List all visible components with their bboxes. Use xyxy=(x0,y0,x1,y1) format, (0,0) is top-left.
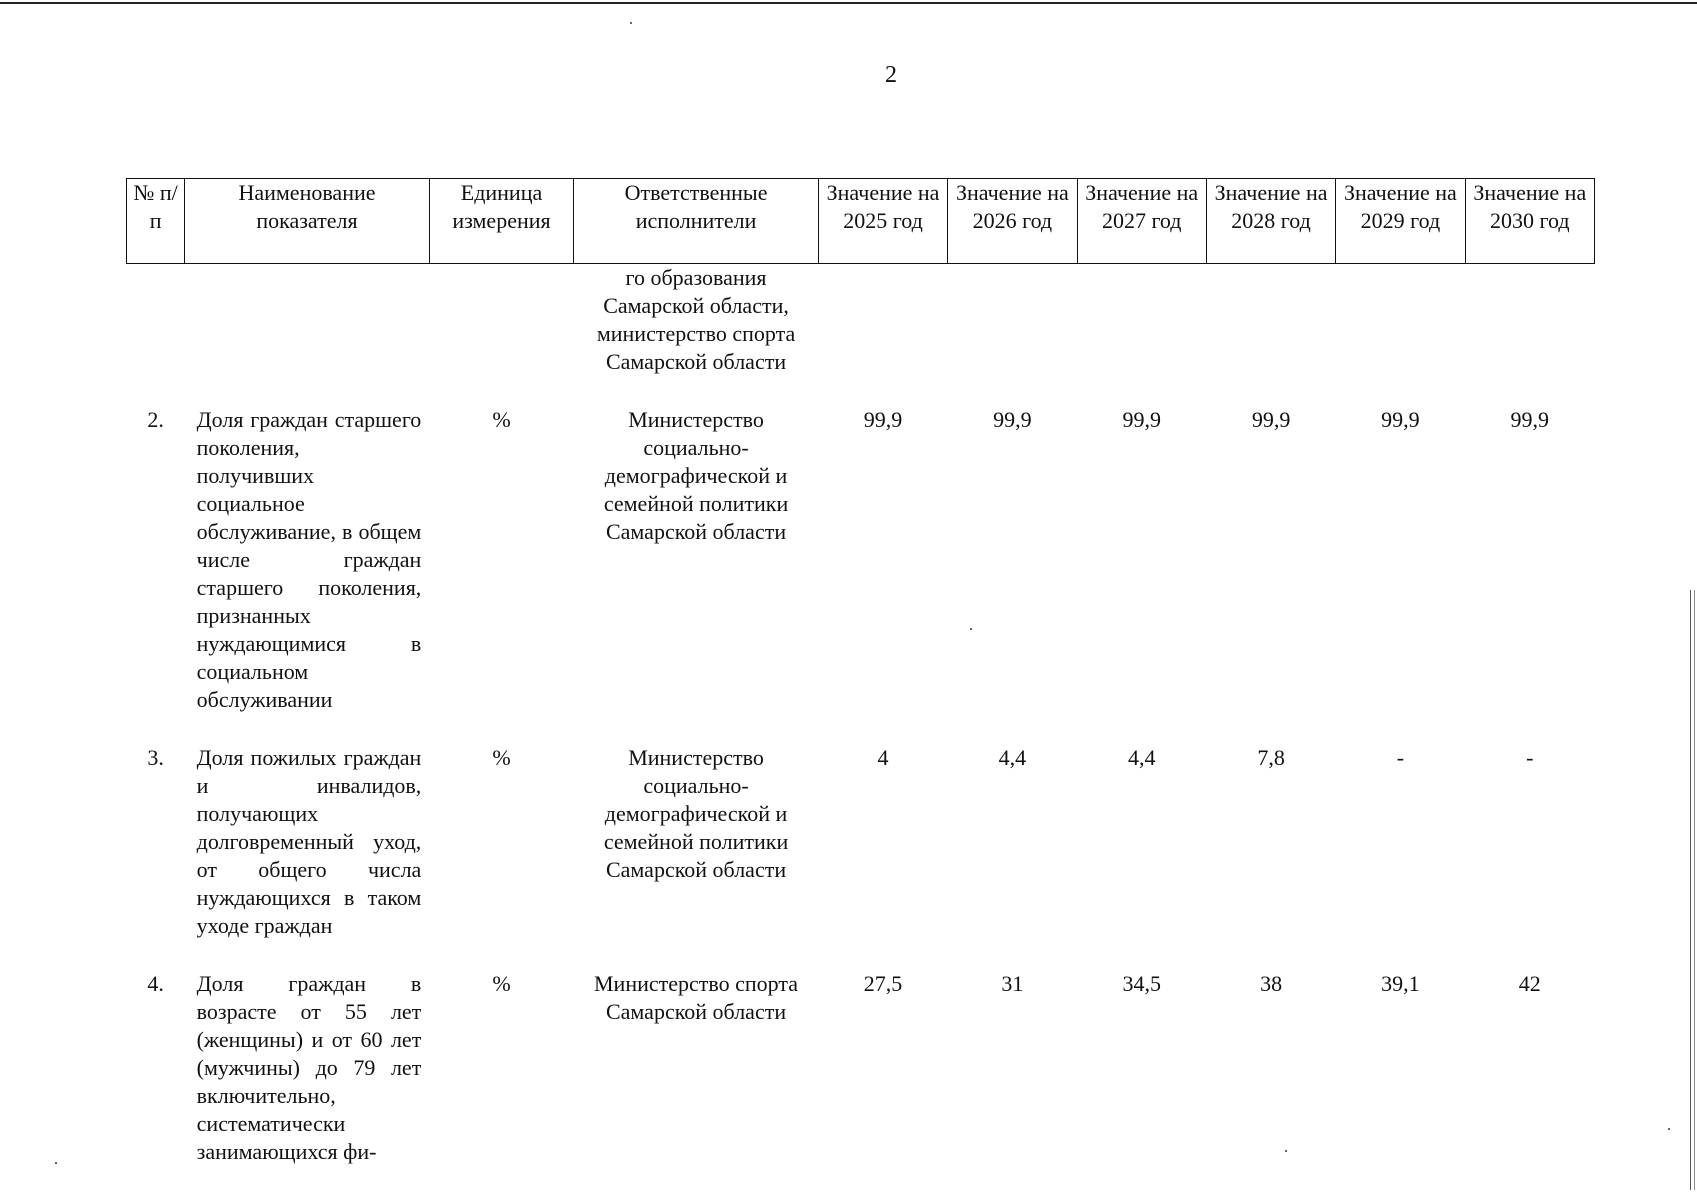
scan-edge-line xyxy=(1694,590,1695,1190)
header-2028: Значение на 2028 год xyxy=(1206,179,1335,264)
cell-value-2028: 38 xyxy=(1260,971,1283,996)
cell-num: 3. xyxy=(147,745,164,770)
indicators-table xyxy=(126,178,1595,1166)
cell-name: Доля граждан в возрасте от 55 лет (женщины) и от 60 лет (мужчины) до 79 лет включительно, систематически занимающихся фи- xyxy=(196,971,422,1164)
cell-value-2029: - xyxy=(1396,745,1405,770)
cell-executors: Министерство социально-демографической и семейной политики Самарской области xyxy=(603,407,789,544)
cell-num: 4. xyxy=(147,971,164,996)
table-row xyxy=(127,744,1595,940)
header-2026: Значение на 2026 год xyxy=(948,179,1077,264)
cell-value-2029: 99,9 xyxy=(1381,407,1420,432)
scan-edge-line xyxy=(1690,590,1691,1190)
scan-speck xyxy=(630,22,632,24)
table-row xyxy=(127,970,1595,1166)
header-2029: Значение на 2029 год xyxy=(1336,179,1465,264)
table-row xyxy=(127,406,1595,714)
header-2030: Значение на 2030 год xyxy=(1465,179,1594,264)
top-scan-rule xyxy=(0,2,1697,4)
cell-value-2027: 34,5 xyxy=(1122,971,1161,996)
cell-value-2025: 27,5 xyxy=(863,971,903,996)
cell-value-2025: 99,9 xyxy=(863,407,903,432)
cell-value-2030: 99,9 xyxy=(1510,407,1550,432)
cell-name: Доля пожилых граждан и инвалидов, получающих долговременный уход, от общего числа нуждающихся в таком уходе граждан xyxy=(196,745,422,938)
cell-value-2028: 99,9 xyxy=(1251,407,1291,432)
header-2027: Значение на 2027 год xyxy=(1077,179,1206,264)
cell-value-2026: 4,4 xyxy=(998,745,1027,770)
table-header-row xyxy=(127,179,1595,264)
cell-value-2026: 31 xyxy=(1001,971,1024,996)
cell-unit: % xyxy=(492,407,511,432)
cell-value-2028: 7,8 xyxy=(1257,745,1285,770)
cell-value-2027: 99,9 xyxy=(1122,407,1161,432)
cell-name: Доля граждан старшего поколения, получивших социальное обслуживание, в общем числе граждан старшего поколения, признанных нуждающимися в социальном обслуживании xyxy=(196,407,422,712)
cell-executors: Министерство спорта Самарской области xyxy=(594,971,799,1024)
cell-num: 2. xyxy=(147,407,164,432)
cell-unit: % xyxy=(492,971,511,996)
header-num: № п/п xyxy=(127,179,185,264)
cell-value-2030: 42 xyxy=(1518,971,1541,996)
cell-value-2025: 4 xyxy=(877,745,889,770)
scan-speck xyxy=(55,1162,57,1164)
header-executors: Ответственные исполнители xyxy=(574,179,819,264)
cell-unit: % xyxy=(492,745,511,770)
table-row-continuation xyxy=(127,264,1595,377)
cell-value-2030: - xyxy=(1526,745,1534,770)
header-unit: Единица измерения xyxy=(429,179,573,264)
cell-executors: го образования Самарской области, министерство спорта Самарской области xyxy=(596,265,796,374)
header-2025: Значение на 2025 год xyxy=(818,179,947,264)
header-name: Наименование показателя xyxy=(185,179,430,264)
cell-value-2027: 4,4 xyxy=(1127,745,1156,770)
cell-value-2026: 99,9 xyxy=(993,407,1032,432)
cell-executors: Министерство социально-демографической и семейной политики Самарской области xyxy=(603,745,789,882)
scan-speck xyxy=(1668,1128,1670,1130)
page-number: 2 xyxy=(885,62,897,88)
cell-value-2029: 39,1 xyxy=(1381,971,1420,996)
